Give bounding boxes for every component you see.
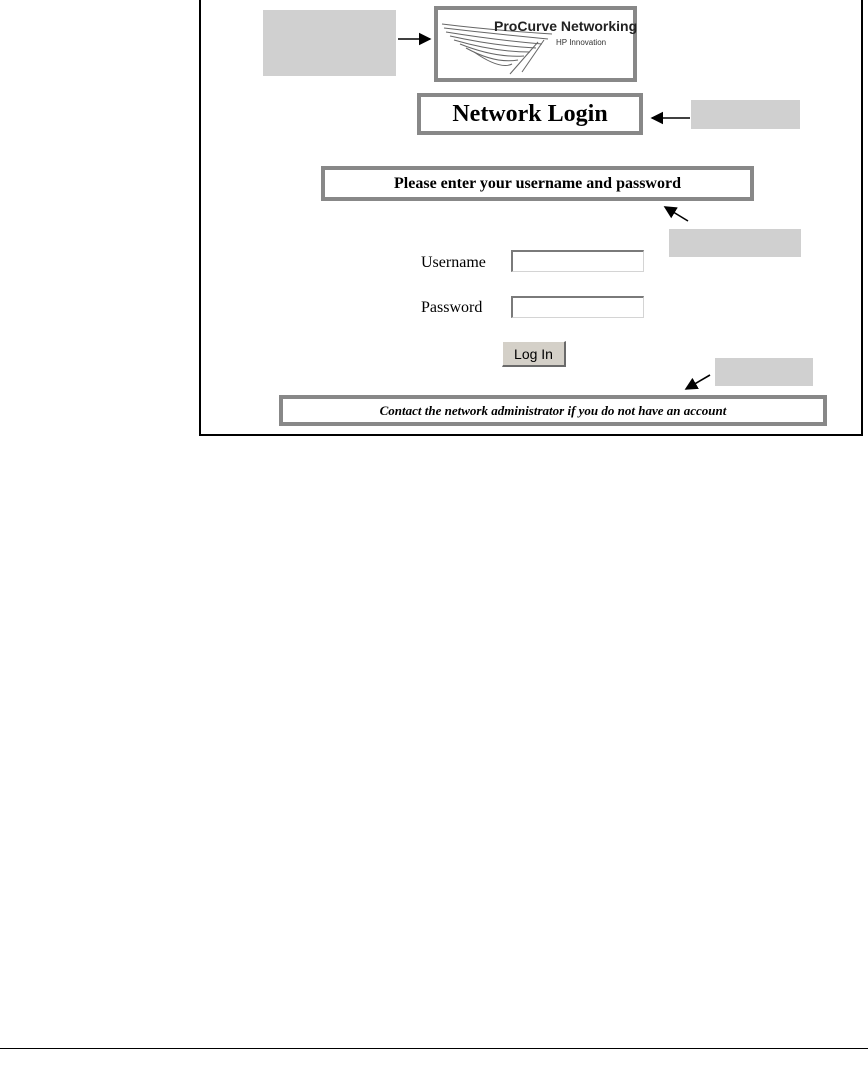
bottom-divider	[0, 1048, 868, 1049]
logo-subtitle: HP Innovation	[556, 38, 607, 47]
page-title: Network Login	[452, 100, 608, 127]
username-input[interactable]	[511, 250, 644, 272]
logo-highlight	[434, 6, 637, 82]
login-button[interactable]: Log In	[502, 341, 566, 367]
arrow-footer	[686, 375, 710, 389]
logo	[438, 10, 638, 78]
username-label: Username	[421, 254, 486, 271]
prompt-highlight	[321, 166, 754, 201]
password-input[interactable]	[511, 296, 644, 318]
title-highlight	[417, 93, 643, 135]
footer-highlight	[279, 395, 827, 426]
logo-title: ProCurve Networking	[494, 18, 638, 34]
password-label: Password	[421, 299, 483, 316]
login-prompt: Please enter your username and password	[394, 174, 681, 192]
footer-note: Contact the network administrator if you do not have an account	[379, 402, 727, 418]
arrow-prompt	[665, 207, 688, 221]
